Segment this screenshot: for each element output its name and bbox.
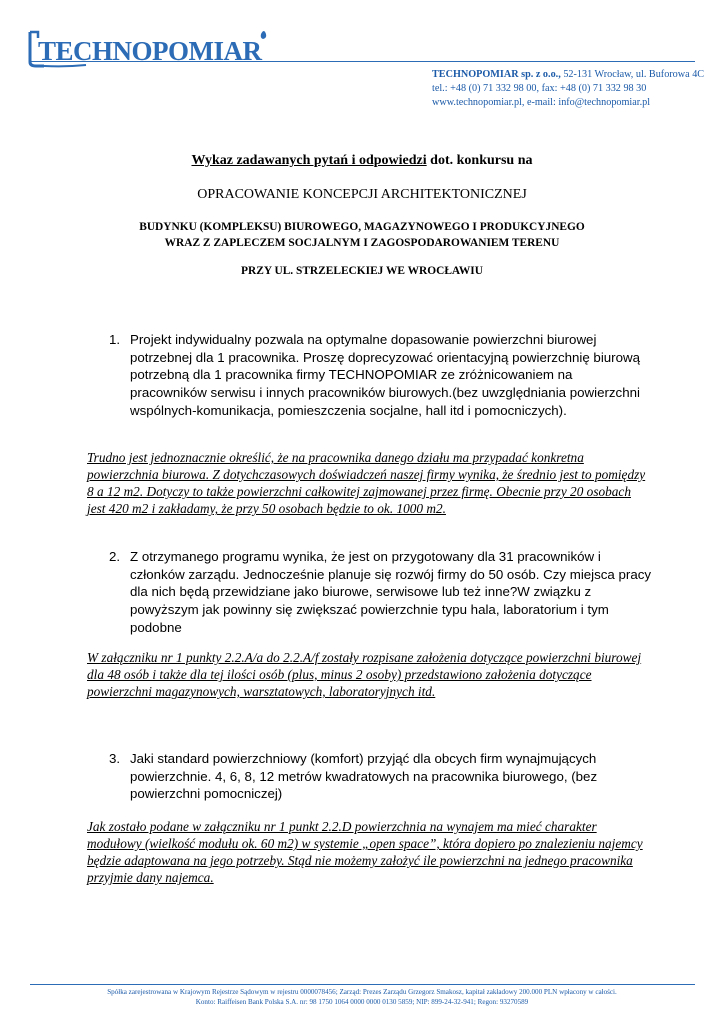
logo-text: TECHNOPOMIAR <box>38 36 262 66</box>
company-phone: tel.: +48 (0) 71 332 98 00, fax: +48 (0) 71 332 98 30 <box>432 83 647 94</box>
question-text: Jaki standard powierzchniowy (komfort) przyjąć dla obcych firm wynajmujących powierzchnie. 4, 6, 8, 12 metrów kwadratowych na pracownika biurowego, (bez powierzchni pomocniczej) <box>130 751 598 802</box>
company-web: www.technopomiar.pl, e-mail: info@technopomiar.pl <box>432 97 651 108</box>
footer-bank: Konto: Raiffeisen Bank Polska S.A. nr: 98 1750 1064 0000 0000 0130 5859; NIP: 899-24-32-941; Regon: 93270589 <box>195 997 529 1006</box>
company-info <box>432 68 717 110</box>
footer-registration: Spółka zarejestrowana w Krajowym Rejestrze Sądowym w rejestru 0000078456; Zarząd: Prezes Zarządu Grzegorz Smakosz, kapitał zakładowy 200.000 PLN wpłacony w całości. <box>107 988 617 996</box>
header-rule <box>30 61 695 62</box>
answer-1: Trudno jest jednoznacznie określić, że na pracownika danego działu ma przypadać konkretna powierzchnia biurowa. Z dotychczasowych doświadczeń naszej firmy wynika, że średnio jest to pomiędzy 8 a 12 m2. Dotyczy to także powierzchni całkowitej zajmowanej przez firmę. Obecnie przy 20 osobach jest 420 m2 i zakładamy, że przy 50 osobach będzie to ok. 1000 m2. <box>87 450 646 517</box>
building-description <box>0 219 724 251</box>
building-line-1: BUDYNKU (KOMPLEKSU) BIUROWEGO, MAGAZYNOWEGO I PRODUKCYJNEGO <box>139 221 585 233</box>
contest-name: OPRACOWANIE KONCEPCJI ARCHITEKTONICZNEJ <box>197 187 527 202</box>
question-number: 3. <box>109 751 121 766</box>
question-text: Projekt indywidualny pozwala na optymalne dopasowanie powierzchni biurowej potrzebnej dla 1 pracownika. Proszę doprecyzować orientacyjną powierzchnię biurową potrzebną dla 1 pracownika firmy TECHNOPOMIAR ze zróżnicowaniem na pracowników serwisu i innych pracowników biurowych.(bez uwzględniania powierzchni wspólnych-komunikacja, pomieszczenia socjalne, hall itd i pomocniczych). <box>130 332 640 418</box>
answer-3: Jak zostało podane w załączniku nr 1 punkt 2.2.D powierzchnia na wynajem ma mieć charakter modułowy (wielkość modułu ok. 60 m2) w systemie „open space”, która dopiero po znalezieniu najemcy będzie adaptowana na jego potrzeby. Stąd nie możemy założyć ile powierzchni na jednego pracownika przyjmie dany najemca. <box>87 819 643 886</box>
company-name: TECHNOPOMIAR sp. z o.o., <box>432 69 561 80</box>
company-address: 52-131 Wrocław, ul. Buforowa 4C <box>560 69 705 80</box>
technopomiar-logo-graphic <box>26 26 276 70</box>
title-rest: dot. konkursu na <box>426 153 533 168</box>
footer-rule <box>30 984 695 985</box>
question-text: Z otrzymanego programu wynika, że jest on przygotowany dla 31 pracowników i członków zarządu. Jednocześnie planuje się rozwój firmy do 50 osób. Czy miejsca pracy dla nich będą przewidziane jako biurowe, serwisowe lub też inne?W związku z powyższym jak powinny się zwiększać powierzchnie typu hala, laboratorium i tym podobne <box>130 549 652 635</box>
question-number: 1. <box>109 332 121 347</box>
company-logo <box>26 26 276 70</box>
location-line: PRZY UL. STRZELECKIEJ WE WROCŁAWIU <box>241 265 483 277</box>
answer-2: W załączniku nr 1 punkty 2.2.A/a do 2.2.A/f zostały rozpisane założenia dotyczące powierzchni biurowej dla 48 osób i także dla tej ilości osób (plus, minus 2 osoby) przedstawiono założenia dotyczące powierzchni magazynowych, warsztatowych, laboratoryjnych itd. <box>87 650 642 700</box>
document-title <box>0 153 724 169</box>
building-line-2: WRAZ Z ZAPLECZEM SOCJALNYM I ZAGOSPODAROWANIEM TERENU <box>164 237 560 249</box>
title-underlined: Wykaz zadawanych pytań i odpowiedzi <box>191 153 427 168</box>
question-number: 2. <box>109 549 121 564</box>
footer <box>0 988 724 1007</box>
